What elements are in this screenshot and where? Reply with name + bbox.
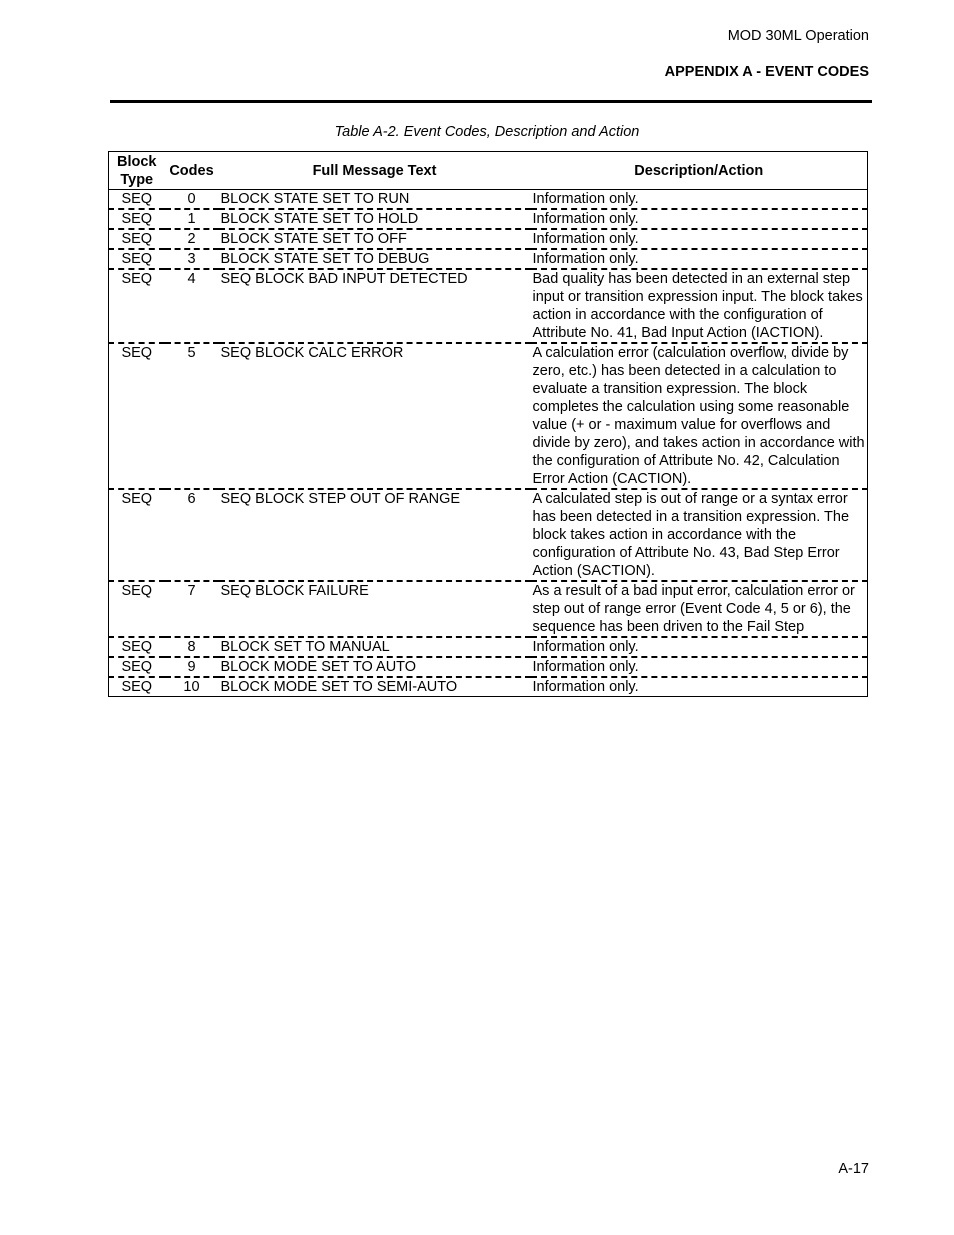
table-row — [109, 489, 868, 581]
cell-message: SEQ BLOCK FAILURE — [219, 581, 531, 637]
cell-block-type: SEQ — [109, 229, 165, 249]
cell-message: SEQ BLOCK STEP OUT OF RANGE — [219, 489, 531, 581]
cell-description: Information only. — [531, 637, 868, 657]
header-rule — [110, 100, 872, 103]
cell-code: 7 — [165, 581, 219, 637]
table-row — [109, 229, 868, 249]
table-row — [109, 209, 868, 229]
table-row — [109, 677, 868, 697]
table-row — [109, 249, 868, 269]
table-row — [109, 269, 868, 343]
cell-block-type: SEQ — [109, 657, 165, 677]
cell-block-type: SEQ — [121, 679, 153, 695]
cell-code: 0 — [165, 190, 219, 210]
cell-description: Information only. — [531, 657, 868, 677]
cell-code: 9 — [165, 657, 219, 677]
cell-block-type: SEQ — [109, 637, 165, 657]
table-row — [109, 657, 868, 677]
column-header-message: Full Message Text — [219, 152, 531, 190]
cell-message: BLOCK SET TO MANUAL — [219, 637, 531, 657]
cell-message: SEQ BLOCK CALC ERROR — [219, 343, 531, 489]
cell-description: Information only. — [531, 249, 868, 269]
cell-code: 8 — [165, 637, 219, 657]
cell-description: Information only. — [531, 229, 868, 249]
table-header-row — [109, 152, 868, 190]
cell-message: BLOCK MODE SET TO SEMI-AUTO — [220, 679, 458, 695]
cell-message: SEQ BLOCK BAD INPUT DETECTED — [219, 269, 531, 343]
cell-message: BLOCK STATE SET TO DEBUG — [219, 249, 531, 269]
cell-code: 3 — [165, 249, 219, 269]
cell-code: 6 — [165, 489, 219, 581]
column-header-block-type: Block Type — [109, 152, 165, 190]
cell-description: A calculation error (calculation overflow, divide by zero, etc.) has been detected in a calculation to evaluate a transition expression. The block completes the calculation using some reasonable value (+ or - maximum value for overflows and divide by zero), and takes action in accordance with the configuration of Attribute No. 42, Calculation Error Action (CACTION). — [531, 343, 868, 489]
event-codes-table — [108, 151, 868, 697]
cell-description: Bad quality has been detected in an external step input or transition expression input. The block takes action in accordance with the configuration of Attribute No. 41, Bad Input Action (IACTION). — [531, 269, 868, 343]
cell-message: BLOCK STATE SET TO HOLD — [219, 209, 531, 229]
cell-description: As a result of a bad input error, calculation error or step out of range error (Event Code 4, 5 or 6), the sequence has been driven to the Fail Step — [531, 581, 868, 637]
section-title: APPENDIX A - EVENT CODES — [664, 64, 869, 80]
page-number: A-17 — [838, 1161, 869, 1177]
cell-message: BLOCK MODE SET TO AUTO — [219, 657, 531, 677]
column-header-codes: Codes — [165, 152, 219, 190]
cell-description: A calculated step is out of range or a syntax error has been detected in a transition expression. The block takes action in accordance with the configuration of Attribute No. 43, Bad Step Error Action (SACTION). — [531, 489, 868, 581]
table-row — [109, 190, 868, 210]
cell-code: 10 — [183, 679, 200, 695]
cell-code: 5 — [165, 343, 219, 489]
cell-block-type: SEQ — [109, 209, 165, 229]
cell-description: Information only. — [531, 190, 868, 210]
cell-block-type: SEQ — [109, 581, 165, 637]
table-row — [109, 343, 868, 489]
cell-block-type: SEQ — [109, 489, 165, 581]
table-caption: Table A-2. Event Codes, Description and Action — [334, 124, 640, 140]
column-header-description: Description/Action — [531, 152, 868, 190]
cell-description: Information only. — [532, 679, 639, 695]
cell-description: Information only. — [531, 209, 868, 229]
cell-block-type: SEQ — [109, 249, 165, 269]
document-title: MOD 30ML Operation — [727, 28, 869, 44]
cell-code: 1 — [165, 209, 219, 229]
cell-message: BLOCK STATE SET TO RUN — [219, 190, 531, 210]
cell-block-type: SEQ — [109, 269, 165, 343]
cell-block-type: SEQ — [109, 190, 165, 210]
cell-message: BLOCK STATE SET TO OFF — [219, 229, 531, 249]
cell-code: 4 — [165, 269, 219, 343]
table-row — [109, 581, 868, 637]
cell-block-type: SEQ — [109, 343, 165, 489]
cell-code: 2 — [165, 229, 219, 249]
table-row — [109, 637, 868, 657]
